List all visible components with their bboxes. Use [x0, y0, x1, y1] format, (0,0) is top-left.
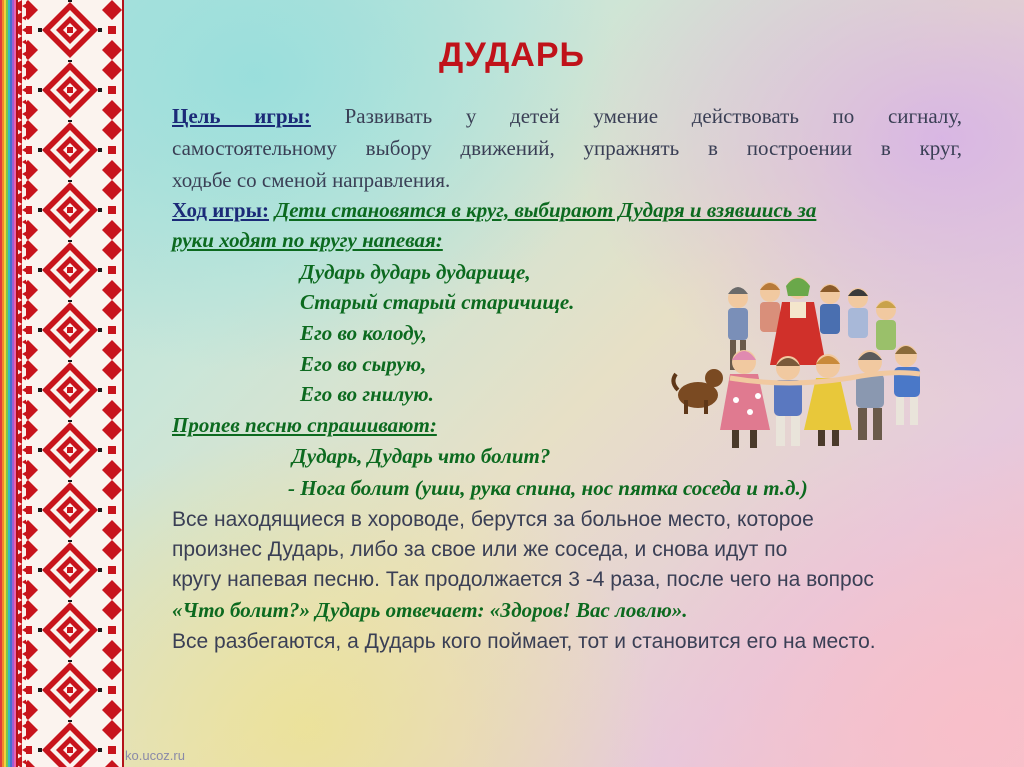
body-line-3: кругу напевая песню. Так продолжается 3 -4 раза, после чего на вопрос — [172, 568, 874, 591]
course-line-1 — [172, 198, 816, 223]
goal-line-3: ходьбе со сменой направления. — [172, 168, 451, 192]
answer-line: - Нога болит (уши, рука спина, нос пятка соседа и т.д.) — [288, 476, 808, 500]
question-line: Дударь, Дударь что болит? — [292, 444, 551, 468]
child-back-2 — [760, 282, 780, 332]
body-line-5: Все разбегаются, а Дударь кого поймает, тот и становится его на место. — [172, 630, 876, 653]
children-round-dance-illustration — [670, 270, 945, 455]
goal-label: Цель игры: — [172, 104, 311, 128]
verse-line-5: Его во гнилую. — [300, 382, 434, 406]
after-song-heading: Пропев песню спрашивают: — [172, 413, 437, 437]
verse-line-4: Его во сырую, — [300, 352, 427, 376]
child-front-pink-dress — [720, 350, 770, 448]
child-back-3 — [820, 284, 840, 334]
embroidery-border-ornament — [16, 0, 124, 767]
body-line-1: Все находящиеся в хороводе, берутся за больное место, которое — [172, 508, 814, 531]
goal-line-1 — [172, 104, 962, 129]
verse-line-3: Его во колоду, — [300, 321, 427, 345]
course-label: Ход игры: — [172, 198, 269, 222]
child-front-boy-blue — [774, 356, 802, 446]
child-front-boy-gray — [856, 350, 884, 440]
child-back-4 — [848, 288, 868, 338]
child-front-right-blue — [894, 345, 920, 425]
body-line-2: произнес Дударь, либо за свое или же соседа, и снова идут по — [172, 538, 788, 561]
child-back-5 — [876, 300, 896, 350]
course-line-2: руки ходят по кругу напевая: — [172, 228, 443, 252]
footer-watermark: ko.ucoz.ru — [125, 748, 185, 763]
course-text-1: Дети становятся в круг, выбирают Дударя и взявшись за — [274, 198, 817, 222]
page-title: ДУДАРЬ — [439, 36, 585, 74]
verse-line-1: Дударь дударь дударище, — [300, 260, 531, 284]
verse-line-2: Старый старый старичище. — [300, 290, 575, 314]
body-line-4: «Что болит?» Дударь отвечает: «Здоров! Вас ловлю». — [172, 598, 688, 622]
goal-text-1: Развивать у детей умение действовать по сигналу, — [344, 104, 962, 128]
child-front-girl-yellow — [804, 354, 852, 446]
goal-line-2: самостоятельному выбору движений, упражнять в построении в круг, — [172, 136, 962, 160]
dog-figure — [673, 369, 723, 414]
rainbow-stripe — [0, 0, 16, 767]
